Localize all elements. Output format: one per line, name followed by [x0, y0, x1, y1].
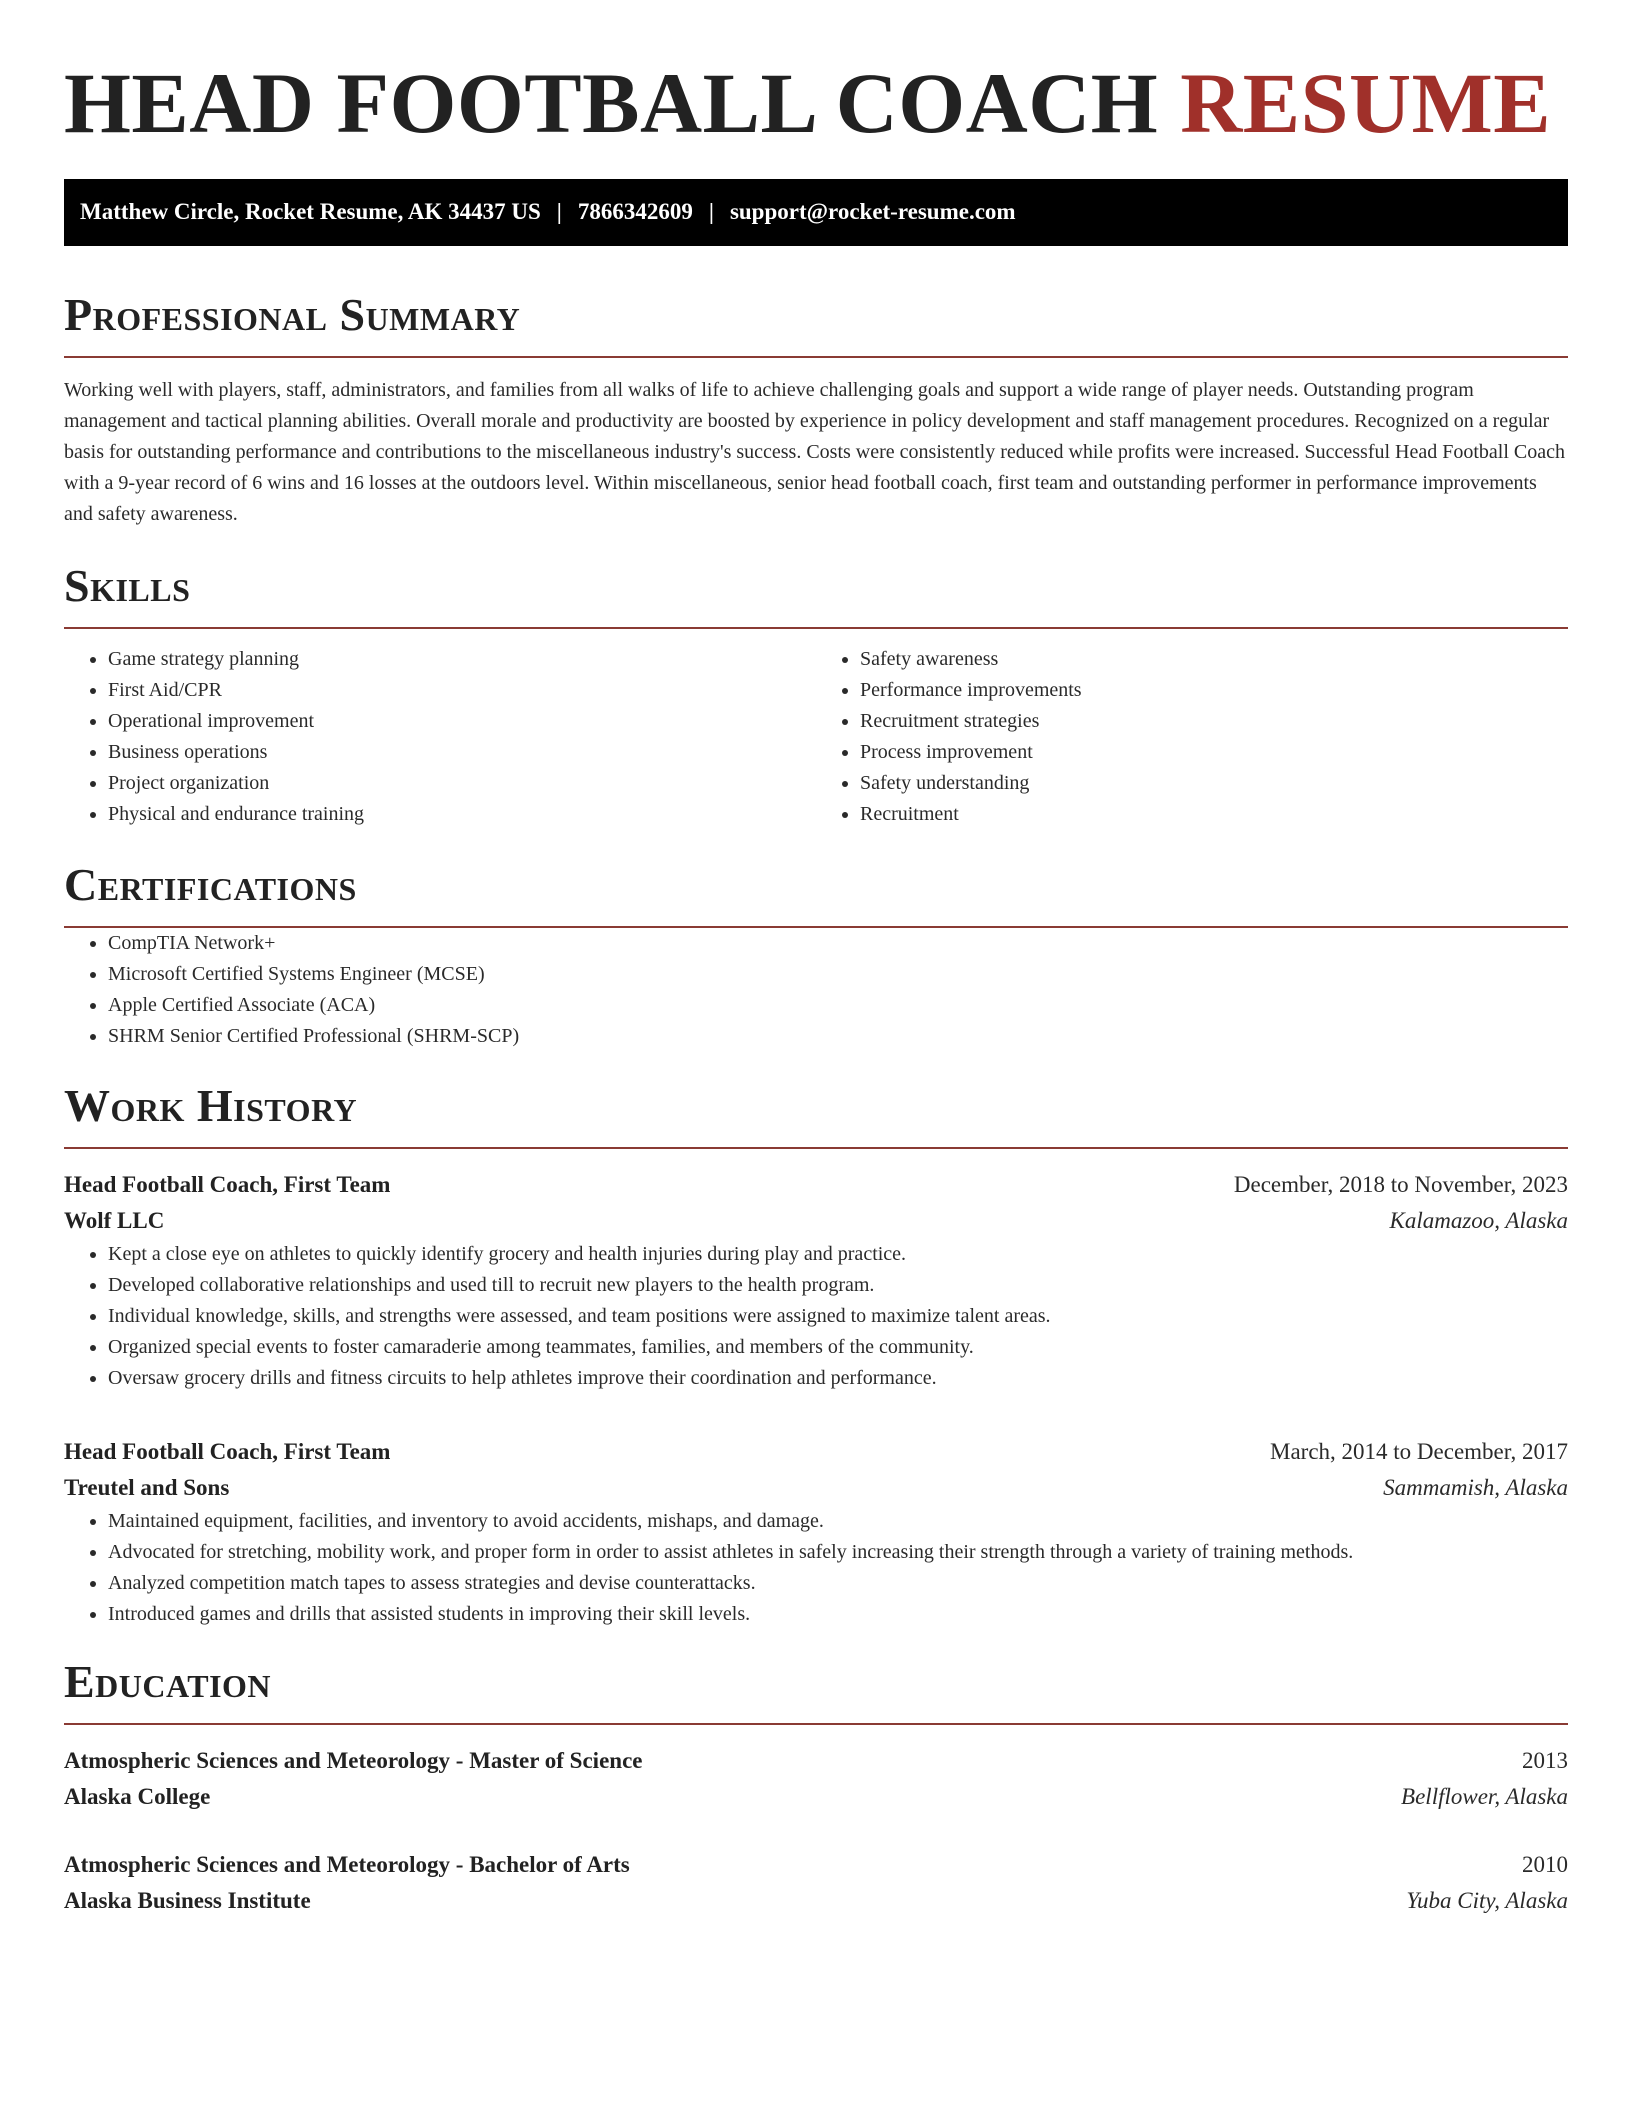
contact-address: Matthew Circle, Rocket Resume, AK 34437 US	[80, 199, 541, 224]
job-duty-item: • Kept a close eye on athletes to quickly identify grocery and health injuries during play and practice.	[108, 1239, 1568, 1270]
education-year: 2010	[1522, 1851, 1568, 1877]
job-duty-item: • Introduced games and drills that assisted students in improving their skill levels.	[108, 1599, 1568, 1630]
skills-column-right	[816, 644, 1568, 830]
contact-bar	[64, 179, 1568, 246]
job-entry	[64, 1167, 1568, 1394]
education-school: Alaska College	[64, 1783, 211, 1809]
education-school: Alaska Business Institute	[64, 1887, 311, 1913]
job-duty-item: • Individual knowledge, skills, and strengths were assessed, and team positions were assigned to maximize talent areas.	[108, 1301, 1568, 1332]
certifications-section	[64, 857, 1568, 1052]
job-duty-item: • Analyzed competition match tapes to assess strategies and devise counterattacks.	[108, 1568, 1568, 1599]
job-duties-list	[64, 1506, 1568, 1630]
job-location: Kalamazoo, Alaska	[1389, 1207, 1568, 1233]
skill-item: • Recruitment strategies	[860, 706, 1568, 737]
job-duty-item: • Maintained equipment, facilities, and inventory to avoid accidents, mishaps, and damage.	[108, 1506, 1568, 1537]
education-year: 2013	[1522, 1747, 1568, 1773]
contact-separator: |	[708, 199, 714, 224]
job-duty-item: • Developed collaborative relationships and used till to recruit new players to the health program.	[108, 1270, 1568, 1301]
skills-column-left	[64, 644, 816, 830]
summary-text: Working well with players, staff, administrators, and families from all walks of life to achieve challenging goals and support a wide range of player needs. Outstanding program management and tactical planning abilities. Overall morale and productivity are boosted by experience in policy development and staff management procedures. Recognized on a regular basis for outstanding performance and contributions to the miscellaneous industry's success. Costs were consistently reduced while profits were increased. Successful Head Football Coach with a 9-year record of 6 wins and 16 losses at the outdoors level. Within miscellaneous, senior head football coach, first team and outstanding performer in performance improvements and safety awareness.	[64, 378, 1566, 525]
skill-item: • Physical and endurance training	[108, 799, 816, 830]
title-accent: RESUME	[1180, 55, 1552, 151]
work-history-section	[64, 1078, 1568, 1630]
contact-email: support@rocket-resume.com	[729, 199, 1016, 224]
education-degree-row	[64, 1847, 1568, 1883]
skill-item: • Performance improvements	[860, 675, 1568, 706]
section-heading: Skills	[64, 559, 191, 611]
contact-phone: 7866342609	[577, 199, 693, 224]
education-school-row	[64, 1883, 1568, 1919]
skill-item: • Recruitment	[860, 799, 1568, 830]
section-divider	[64, 627, 1568, 629]
education-school-row	[64, 1779, 1568, 1815]
certification-item: • CompTIA Network+	[108, 928, 1568, 959]
education-location: Yuba City, Alaska	[1406, 1887, 1568, 1913]
education-degree-row	[64, 1743, 1568, 1779]
job-dates: December, 2018 to November, 2023	[1233, 1171, 1568, 1197]
job-location: Sammamish, Alaska	[1383, 1474, 1568, 1500]
title-main: HEAD FOOTBALL COACH	[64, 55, 1159, 151]
education-degree: Atmospheric Sciences and Meteorology - Bachelor of Arts	[64, 1851, 630, 1877]
section-heading: Certifications	[64, 858, 357, 910]
education-location: Bellflower, Alaska	[1401, 1783, 1568, 1809]
job-entry	[64, 1434, 1568, 1630]
section-divider	[64, 1723, 1568, 1725]
skill-item: • Safety understanding	[860, 768, 1568, 799]
job-duty-item: • Oversaw grocery drills and fitness circuits to help athletes improve their coordination and performance.	[108, 1363, 1568, 1394]
job-header	[64, 1167, 1568, 1203]
section-divider	[64, 356, 1568, 358]
section-heading: Professional Summary	[64, 288, 521, 340]
job-company: Treutel and Sons	[64, 1474, 230, 1500]
education-entry	[64, 1847, 1568, 1919]
education-entry	[64, 1743, 1568, 1815]
certification-item: • Apple Certified Associate (ACA)	[108, 990, 1568, 1021]
job-company: Wolf LLC	[64, 1207, 165, 1233]
job-duty-item: • Organized special events to foster camaraderie among teammates, families, and members of the community.	[108, 1332, 1568, 1363]
job-header	[64, 1434, 1568, 1470]
job-title: Head Football Coach, First Team	[64, 1438, 391, 1464]
job-duty-item: • Advocated for stretching, mobility work, and proper form in order to assist athletes in safely increasing their strength through a variety of training methods.	[108, 1537, 1568, 1568]
skills-columns	[64, 644, 1568, 830]
section-heading: Education	[64, 1655, 272, 1707]
education-degree: Atmospheric Sciences and Meteorology - Master of Science	[64, 1747, 643, 1773]
professional-summary-section	[64, 287, 1568, 530]
skill-item: • Game strategy planning	[108, 644, 816, 675]
section-divider	[64, 1147, 1568, 1149]
certifications-list	[64, 928, 1568, 1052]
section-heading: Work History	[64, 1079, 358, 1131]
resume-title	[64, 50, 1568, 158]
skill-item: • Safety awareness	[860, 644, 1568, 675]
education-section	[64, 1654, 1568, 1919]
skill-item: • Operational improvement	[108, 706, 816, 737]
skill-item: • Business operations	[108, 737, 816, 768]
job-company-row	[64, 1203, 1568, 1239]
skills-list	[64, 644, 816, 830]
skill-item: • Project organization	[108, 768, 816, 799]
skill-item: • First Aid/CPR	[108, 675, 816, 706]
certification-item: • Microsoft Certified Systems Engineer (MCSE)	[108, 959, 1568, 990]
skills-section	[64, 558, 1568, 830]
skills-list	[816, 644, 1568, 830]
job-duties-list	[64, 1239, 1568, 1394]
job-title: Head Football Coach, First Team	[64, 1171, 391, 1197]
contact-separator: |	[556, 199, 562, 224]
job-dates: March, 2014 to December, 2017	[1270, 1438, 1568, 1464]
job-company-row	[64, 1470, 1568, 1506]
certification-item: • SHRM Senior Certified Professional (SHRM-SCP)	[108, 1021, 1568, 1052]
skill-item: • Process improvement	[860, 737, 1568, 768]
